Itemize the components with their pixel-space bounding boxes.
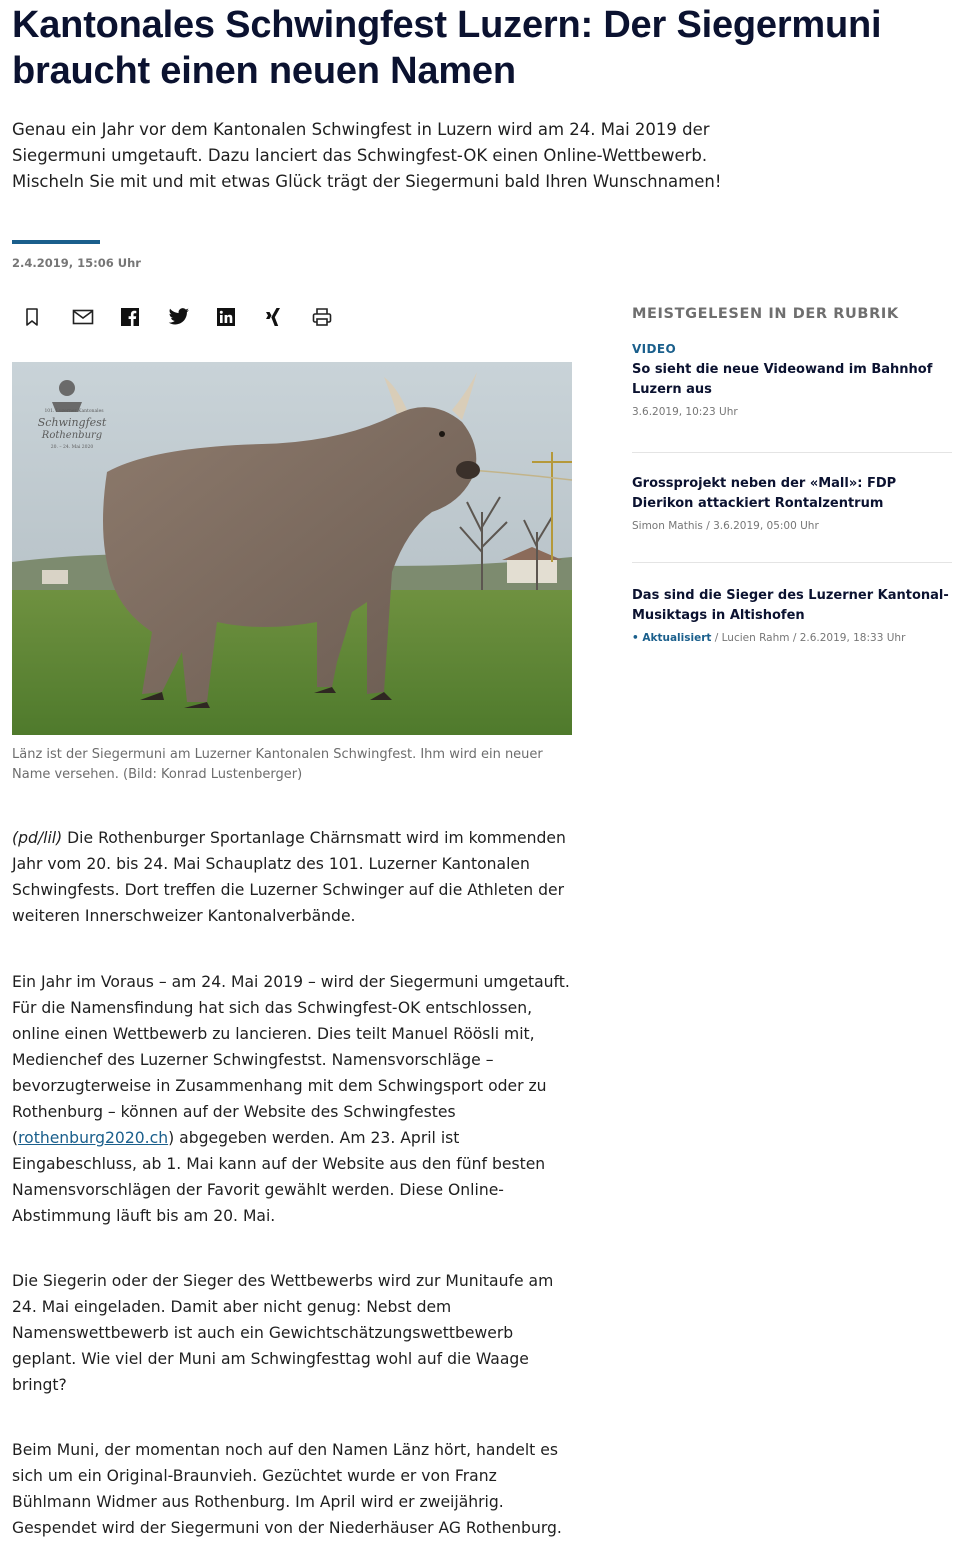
sidebar-article-2[interactable] [632, 474, 952, 532]
sidebar-article-title[interactable]: Grossprojekt neben der «Mall»: FDP Dierikon attackiert Rontalzentrum [632, 476, 897, 511]
updated-badge: • Aktualisiert [632, 632, 712, 644]
twitter-icon[interactable] [168, 304, 216, 330]
sidebar-divider [632, 452, 952, 453]
paragraph-1 [12, 825, 574, 929]
sidebar-article-meta: 3.6.2019, 10:23 Uhr [632, 406, 738, 418]
sidebar-article-title[interactable]: So sieht die neue Videowand im Bahnhof Luzern aus [632, 362, 933, 397]
article-title: Kantonales Schwingfest Luzern: Der Siegermuni braucht einen neuen Namen [12, 4, 882, 92]
source-tag: (pd/lil) [12, 829, 63, 847]
print-icon[interactable] [312, 304, 360, 330]
paragraph-3: Die Siegerin oder der Sieger des Wettbewerbs wird zur Munitaufe am 24. Mai eingeladen. Damit aber nicht genug: Nebst dem Namenswettbewerb ist auch ein Gewichtschätzungswettbewerb geplant. Wie viel der Muni am Schwingfesttag wohl auf die Waage bringt? [12, 1272, 554, 1394]
sidebar-article-1[interactable] [632, 342, 952, 418]
share-bar [24, 304, 360, 330]
title-divider [12, 240, 100, 244]
image-caption: Länz ist der Siegermuni am Luzerner Kantonalen Schwingfest. Ihm wird ein neuer Name versehen. (Bild: Konrad Lustenberger) [12, 747, 543, 782]
article-image[interactable] [12, 362, 572, 735]
logo-line2: Schwingfest [37, 416, 107, 429]
facebook-icon[interactable] [120, 304, 168, 330]
article-lead: Genau ein Jahr vor dem Kantonalen Schwingfest in Luzern wird am 24. Mai 2019 der Siegermuni umgetauft. Dazu lanciert das Schwingfest-OK einen Online-Wettbewerb. Mischeln Sie mit und mit etwas Glück trägt der Siegermuni bald Ihren Wunschnamen! [12, 120, 722, 191]
sidebar-divider [632, 562, 952, 563]
video-kicker: VIDEO [632, 342, 677, 356]
paragraph-2 [12, 969, 574, 1229]
paragraph-2-text-b: ) abgegeben werden. Am 23. April ist Eingabeschluss, ab 1. Mai kann auf der Website aus den fünf besten Namensvorschlägen der Favorit gewählt werden. Diese Online-Abstimmung läuft bis am 20. Mai. [12, 1129, 546, 1225]
logo-line4: 20. – 24. Mai 2020 [50, 445, 94, 450]
linkedin-icon[interactable] [216, 304, 264, 330]
bookmark-icon[interactable] [24, 304, 72, 330]
paragraph-4: Beim Muni, der momentan noch auf den Namen Länz hört, handelt es sich um ein Original-Braunvieh. Gezüchtet wurde er von Franz Bühlmann Widmer aus Rothenburg. Im April wird er zweijährig. Gespendet wird der Siegermuni von der Niederhäuser AG Rothenburg. [12, 1441, 562, 1537]
sidebar-article-title[interactable]: Das sind die Sieger des Luzerner Kantonal-Musiktags in Altishofen [632, 588, 949, 623]
website-link[interactable]: rothenburg2020.ch [18, 1129, 169, 1147]
logo-line1: 101. Luzerner Kantonales [44, 409, 104, 414]
sidebar-article-byline: / Lucien Rahm / 2.6.2019, 18:33 Uhr [711, 632, 906, 644]
most-read-sidebar [632, 306, 952, 644]
sidebar-heading: MEISTGELESEN IN DER RUBRIK [632, 306, 899, 322]
mail-icon[interactable] [72, 304, 120, 330]
paragraph-1-text: Die Rothenburger Sportanlage Chärnsmatt wird im kommenden Jahr vom 20. bis 24. Mai Schauplatz des 101. Luzerner Kantonalen Schwingfests. Dort treffen die Luzerner Schwinger auf die Athleten der weiteren Innerschweizer Kantonalverbände. [12, 829, 566, 925]
xing-icon[interactable] [264, 304, 312, 330]
paragraph-2-text-a: Ein Jahr im Voraus – am 24. Mai 2019 – wird der Siegermuni umgetauft. Für die Namensfindung hat sich das Schwingfest-OK entschlossen, online einen Wettbewerb zu lancieren. Dies teilt Manuel Röösli mit, Medienchef des Luzerner Schwingfestst. Namensvorschläge – bevorzugterweise in Zusammenhang mit dem Schwingsport oder zu Rothenburg – können auf der Website des Schwingfestes ( [12, 973, 570, 1147]
sidebar-article-3[interactable] [632, 586, 952, 644]
sidebar-article-meta [632, 632, 952, 644]
logo-line3: Rothenburg [41, 430, 103, 441]
sidebar-article-meta: Simon Mathis / 3.6.2019, 05:00 Uhr [632, 520, 819, 532]
publish-date: 2.4.2019, 15:06 Uhr [12, 256, 141, 270]
